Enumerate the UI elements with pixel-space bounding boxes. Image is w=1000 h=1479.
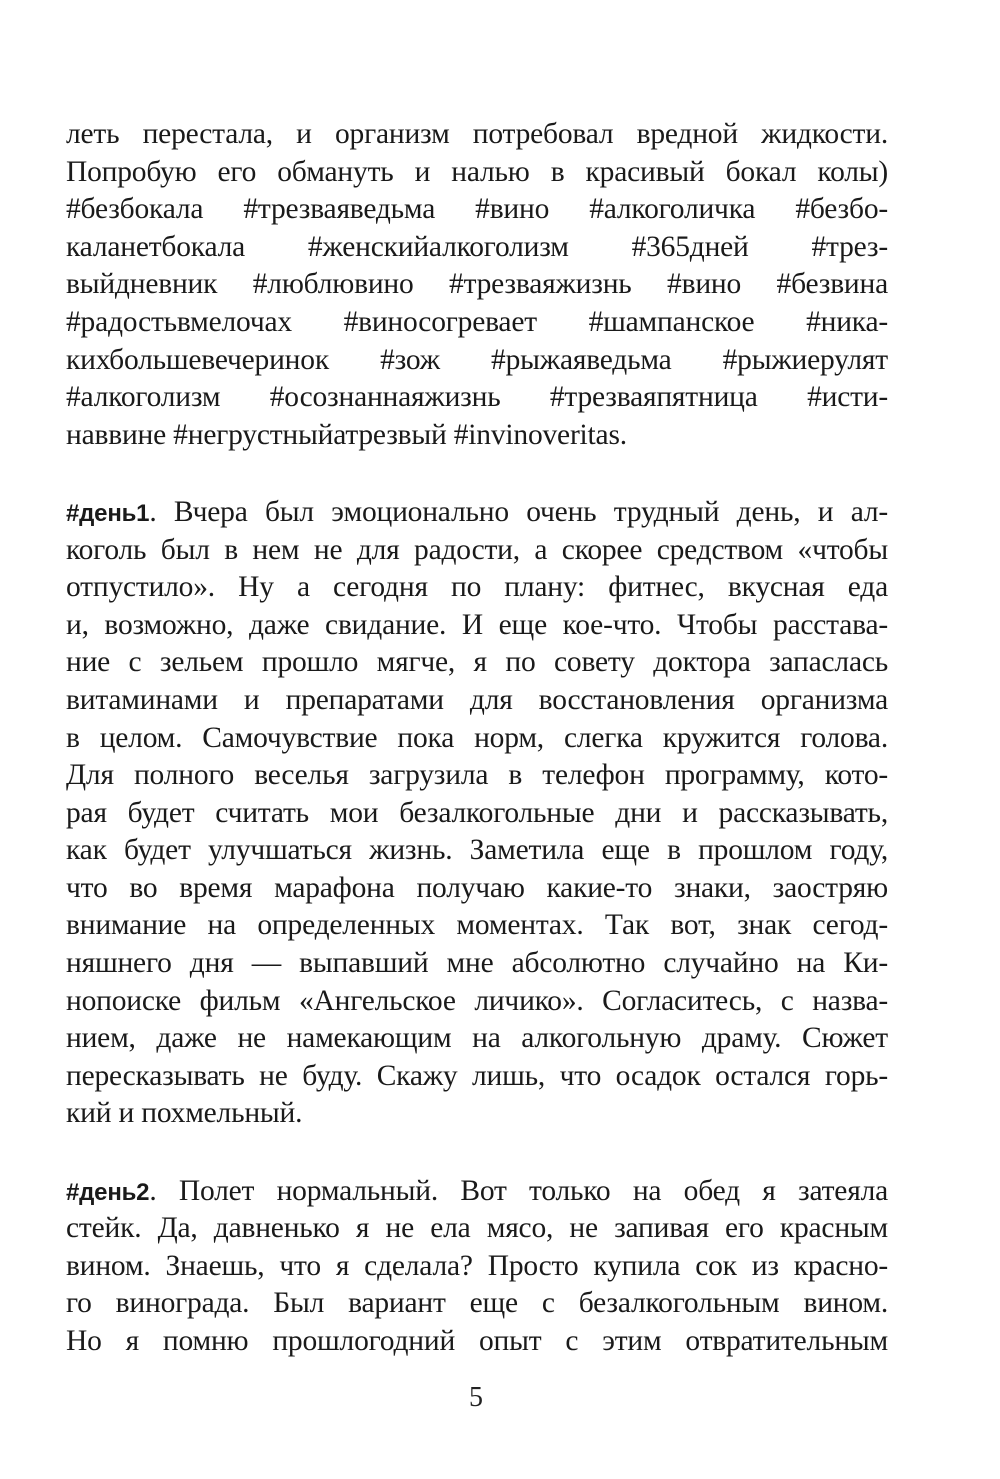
text-line: вином. Знаешь, что я сделала? Просто купила сок из красно- xyxy=(66,1249,888,1282)
paragraph-hashtags xyxy=(66,116,888,454)
text-line xyxy=(66,494,888,532)
text-line: выйдневник #люблювино #трезваяжизнь #вино #безвина xyxy=(66,268,888,301)
text-line: нием, даже не намекающим на алкогольную драму. Сюжет xyxy=(66,1022,888,1055)
text-line: кихбольшевечеринок #зож #рыжаяведьма #рыжиерулят xyxy=(66,343,888,376)
text-line: Но я помню прошлогодний опыт с этим отвратительным xyxy=(66,1325,888,1357)
paragraph-gap xyxy=(66,454,888,494)
text-line xyxy=(66,1173,888,1211)
text-span: . Полет нормальный. Вот только на обед я затеяла xyxy=(149,1174,888,1207)
text-line: пересказывать не буду. Скажу лишь, что осадок остался горь- xyxy=(66,1059,888,1092)
text-span: . Вчера был эмоционально очень трудный день, и ал- xyxy=(149,495,888,528)
text-line: и, возможно, даже свидание. И еще кое-что. Чтобы расстава- xyxy=(66,608,888,641)
text-line: витаминами и препаратами для восстановления организма xyxy=(66,683,888,716)
text-line: рая будет считать мои безалкогольные дни и рассказывать, xyxy=(66,796,888,829)
text-line: нопоиске фильм «Ангельское личико». Согласитесь, с назва- xyxy=(66,984,888,1017)
text-line: в целом. Самочувствие пока норм, слегка кружится голова. xyxy=(66,721,888,754)
text-line: каланетбокала #женскийалкоголизм #365дней #трез- xyxy=(66,230,888,263)
page-body xyxy=(66,116,888,1361)
text-line: коголь был в нем не для радости, а скорее средством «чтобы xyxy=(66,533,888,566)
paragraph-day1 xyxy=(66,494,888,1133)
text-line: #алкоголизм #осознаннаяжизнь #трезваяпятница #исти- xyxy=(66,381,888,414)
text-line: леть перестала, и организм потребовал вредной жидкости. xyxy=(66,118,888,150)
paragraph-day2 xyxy=(66,1173,888,1361)
text-line: наввине #негрустныйатрезвый #invinoveritas. xyxy=(66,418,627,451)
text-line: няшнего дня — выпавший мне абсолютно случайно на Ки- xyxy=(66,947,888,980)
text-line: стейк. Да, давненько я не ела мясо, не запивая его красным xyxy=(66,1212,888,1245)
text-line: кий и похмельный. xyxy=(66,1097,303,1130)
page-number: 5 xyxy=(469,1382,483,1413)
text-line: Для полного веселья загрузила в телефон программу, кото- xyxy=(66,759,888,792)
text-line: #безбокала #трезваяведьма #вино #алкоголичка #безбо- xyxy=(66,193,888,226)
paragraph-gap xyxy=(66,1133,888,1173)
text-line: как будет улучшаться жизнь. Заметила еще в прошлом году, xyxy=(66,834,888,867)
text-line: отпустило». Ну а сегодня по плану: фитнес, вкусная еда xyxy=(66,571,888,604)
text-line: что во время марафона получаю какие-то знаки, заостряю xyxy=(66,871,888,904)
day-heading-tag: #день2 xyxy=(66,1178,150,1206)
text-line: #радостьвмелочах #виносогревает #шампанское #ника- xyxy=(66,305,888,338)
text-line: внимание на определенных моментах. Так вот, знак сегод- xyxy=(66,909,888,942)
text-line: го винограда. Был вариант еще с безалкогольным вином. xyxy=(66,1287,888,1320)
text-line: Попробую его обмануть и налью в красивый бокал колы) xyxy=(66,155,888,188)
day-heading-tag: #день1 xyxy=(66,499,150,527)
text-line: ние с зельем прошло мягче, я по совету доктора запаслась xyxy=(66,646,888,679)
